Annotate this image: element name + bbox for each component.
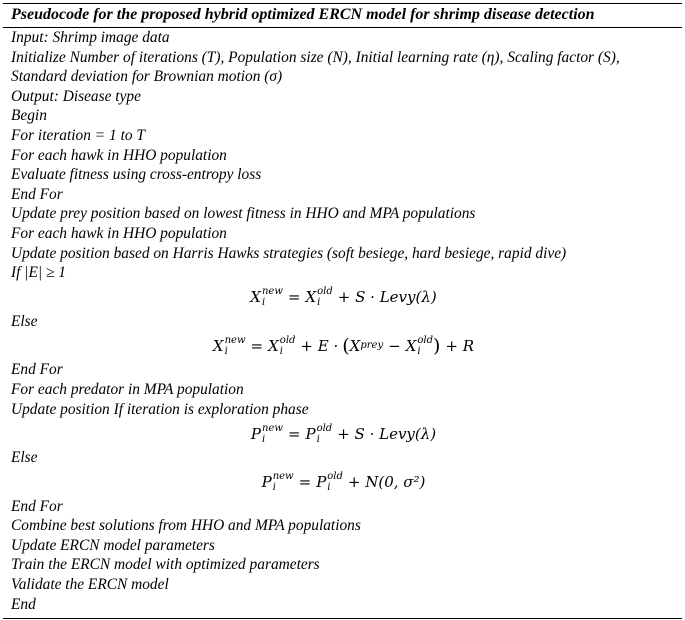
line-combine-solutions: Combine best solutions from HHO and MPA populations (11, 517, 361, 535)
line-update-position-hho: Update position based on Harris Hawks strategies (soft besiege, hard besiege, rapid dive) (11, 244, 567, 262)
table-title: Pseudocode for the proposed hybrid optimized ERCN model for shrimp disease detection (11, 6, 595, 23)
eq2-old-sub: i (417, 345, 421, 357)
line-if-e: If |E| ≥ 1 (11, 264, 66, 282)
line-output: Output: Disease type (11, 87, 141, 105)
line-else-1: Else (11, 312, 38, 330)
eq2-lhs-sub: i (224, 345, 228, 357)
eq2-rhs-sup: old (279, 334, 296, 346)
eq4-lhs-var: P (261, 473, 272, 492)
line-end-for-1: End For (11, 185, 63, 203)
eq3-rhs-sup: old (316, 422, 333, 434)
eq2-rhs-sub: i (279, 345, 283, 357)
eq2-old-sup: old (417, 334, 433, 346)
line-for-each-hawk-1: For each hawk in HHO population (11, 146, 227, 164)
eq4-equals: = (298, 473, 312, 492)
eq3-lhs-var: P (250, 424, 261, 443)
equation-2 (11, 331, 676, 360)
bottom-rule (3, 618, 682, 619)
eq1-lhs-sub: i (261, 297, 266, 309)
line-end-for-3: End For (11, 497, 63, 515)
line-for-iteration: For iteration = 1 to T (11, 126, 145, 144)
eq2-prey-sub: prey (360, 340, 384, 352)
equation-1 (11, 283, 676, 312)
line-for-each-predator: For each predator in MPA population (11, 380, 244, 398)
eq1-rhs-var: X (305, 288, 317, 307)
eq2-mid: + E · (300, 336, 339, 355)
eq2-close-paren: ) (433, 334, 441, 357)
pseudocode-body (3, 28, 682, 614)
equation-4 (11, 468, 676, 497)
equation-3 (11, 419, 676, 448)
eq3-rhs-var: P (305, 424, 316, 443)
eq1-rhs-sup: old (317, 286, 333, 298)
eq2-equals: = (250, 336, 264, 355)
eq2-minus: − (388, 336, 401, 355)
line-update-position-mpa: Update position If iteration is exploration phase (11, 400, 309, 418)
eq1-lhs-sup: new (261, 286, 283, 298)
line-initialize: Initialize Number of iterations (T), Population size (N), Initial learning rate (η), Scaling factor (S), Standard deviation for Brownian motion (σ) (11, 48, 620, 86)
eq3-lhs-sup: new (261, 422, 283, 434)
eq2-lhs-sup: new (224, 334, 246, 346)
eq1-rhs-sub: i (317, 297, 321, 309)
pseudocode-table (3, 3, 682, 619)
line-evaluate-fitness: Evaluate fitness using cross-entropy loss (11, 166, 262, 184)
eq1-rest: + S · Levy(λ) (337, 288, 437, 307)
eq2-tail: + R (445, 336, 475, 355)
line-input: Input: Shrimp image data (11, 29, 170, 46)
eq2-lhs-var: X (212, 336, 224, 355)
line-train-ercn: Train the ERCN model with optimized parameters (11, 556, 320, 574)
eq4-lhs-sup: new (272, 471, 294, 483)
line-begin: Begin (11, 107, 47, 125)
eq3-rest: + S · Levy(λ) (337, 424, 437, 443)
eq1-lhs-var: X (250, 288, 261, 307)
eq4-lhs-sub: i (272, 482, 276, 494)
line-update-ercn: Update ERCN model parameters (11, 536, 215, 554)
line-update-prey: Update prey position based on lowest fitness in HHO and MPA populations (11, 205, 476, 223)
eq2-old-var: X (405, 336, 417, 355)
eq4-rhs-var: P (316, 473, 327, 492)
eq1-equals: = (287, 288, 301, 307)
eq3-rhs-sub: i (316, 433, 320, 445)
eq2-open-paren: ( (342, 334, 350, 357)
eq3-equals: = (287, 424, 301, 443)
eq4-rhs-sup: old (327, 471, 343, 483)
eq3-lhs-sub: i (261, 433, 266, 445)
line-validate-ercn: Validate the ERCN model (11, 576, 169, 594)
eq2-rhs-var: X (268, 336, 279, 355)
line-end: End (11, 595, 36, 613)
eq4-rest: + N(0, σ²) (347, 473, 426, 492)
line-else-2: Else (11, 449, 38, 467)
line-end-for-2: End For (11, 361, 63, 379)
eq4-rhs-sub: i (327, 482, 331, 494)
line-for-each-hawk-2: For each hawk in HHO population (11, 224, 227, 242)
eq2-prey-var: X (349, 336, 361, 355)
